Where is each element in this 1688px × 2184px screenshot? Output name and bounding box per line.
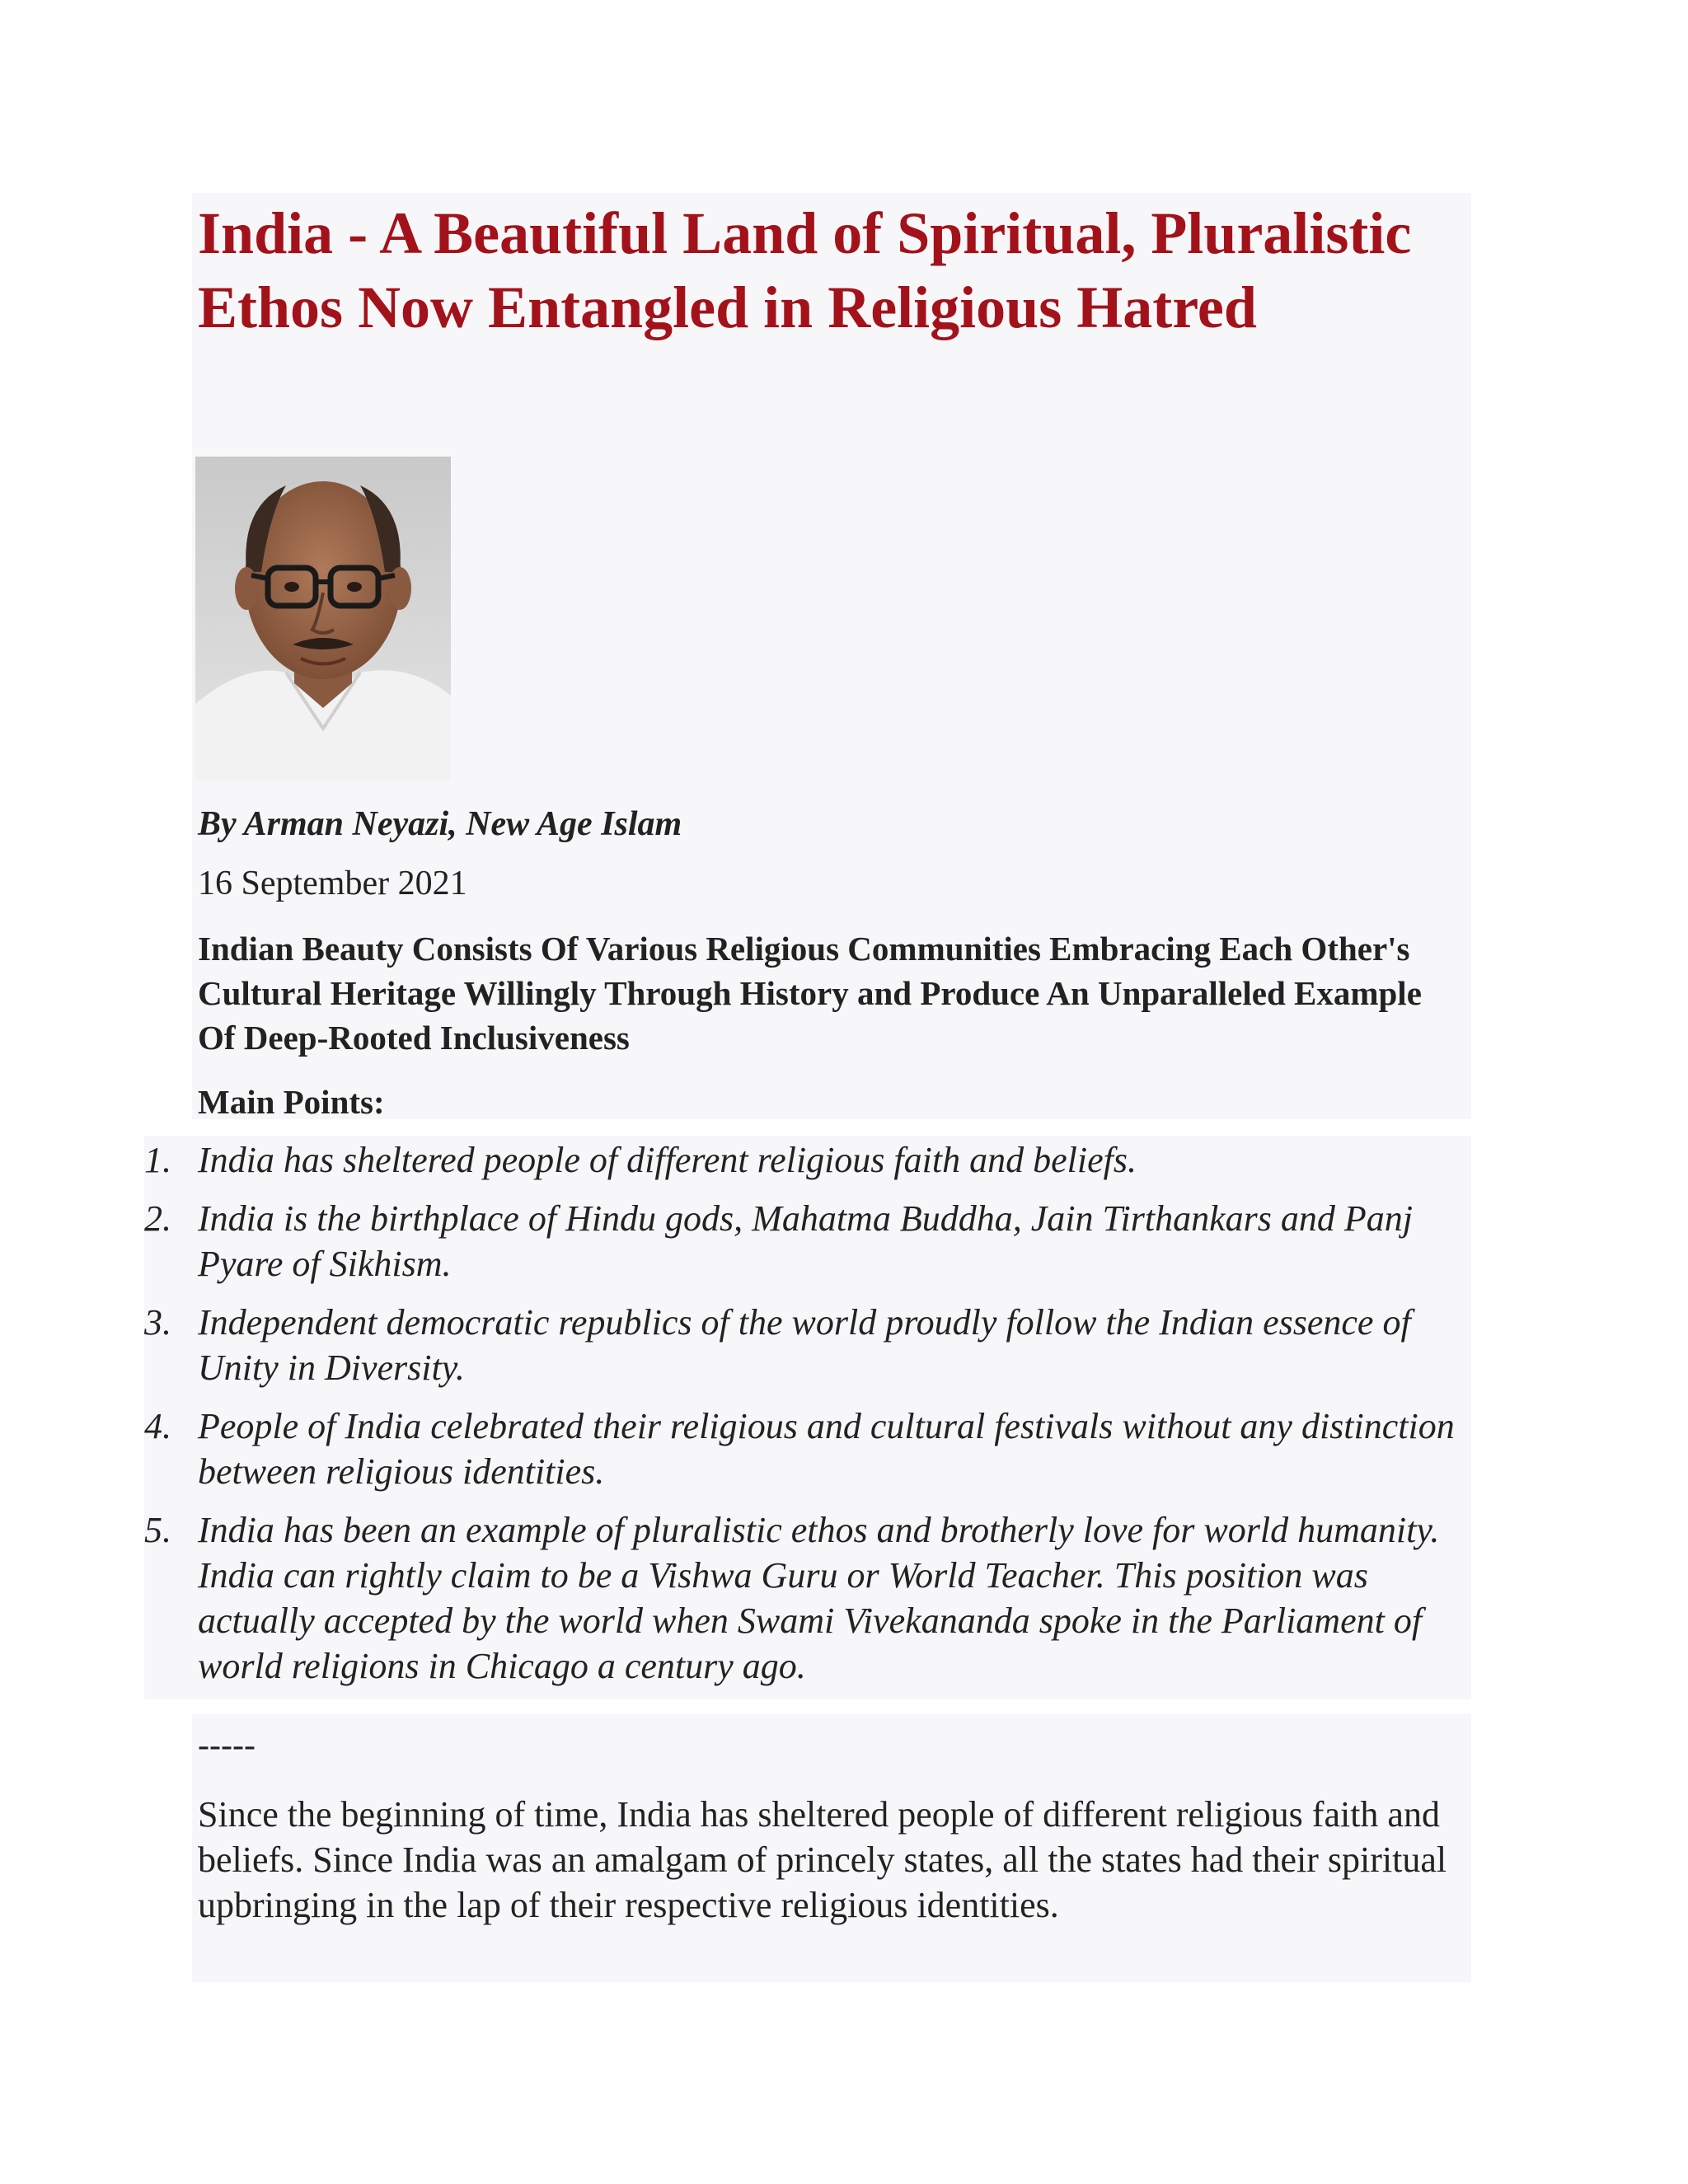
- main-point-text: India has sheltered people of different religious faith and beliefs.: [198, 1140, 1137, 1180]
- article-date: 16 September 2021: [198, 865, 467, 902]
- main-point-item: [144, 1404, 1471, 1494]
- main-point-text: Independent democratic republics of the world proudly follow the Indian essence of Unity in Diversity.: [198, 1302, 1411, 1388]
- article-byline: By Arman Neyazi, New Age Islam: [198, 805, 682, 843]
- main-point-number: 5.: [144, 1510, 171, 1550]
- author-photo: [195, 457, 451, 780]
- main-point-number: 1.: [144, 1140, 171, 1180]
- main-point-number: 4.: [144, 1406, 171, 1446]
- main-point-number: 3.: [144, 1302, 171, 1343]
- main-point-item: [144, 1137, 1471, 1183]
- article-title: India - A Beautiful Land of Spiritual, Pluralistic Ethos Now Entangled in Religious Hatred: [198, 200, 1412, 340]
- article-body-paragraph: Since the beginning of time, India has sheltered people of different religious faith and beliefs. Since India was an amalgam of princely states, all the states had their spiritual upbringing in the lap of their respective religious identities.: [198, 1794, 1447, 1925]
- main-points-heading: Main Points:: [198, 1083, 385, 1121]
- main-point-item: [144, 1300, 1471, 1390]
- main-point-text: India is the birthplace of Hindu gods, Mahatma Buddha, Jain Tirthankars and Panj Pyare of Sikhism.: [198, 1198, 1413, 1284]
- main-point-number: 2.: [144, 1198, 171, 1239]
- main-point-text: People of India celebrated their religious and cultural festivals without any distinction between religious identities.: [198, 1406, 1455, 1492]
- article-subtitle: Indian Beauty Consists Of Various Religious Communities Embracing Each Other's Cultural Heritage Willingly Through History and Produce An Unparalleled Example Of Deep-Rooted Inclusiveness: [198, 930, 1422, 1057]
- main-points-list: [144, 1137, 1471, 1702]
- main-point-item: [144, 1507, 1471, 1689]
- main-point-item: [144, 1196, 1471, 1286]
- main-point-text: India has been an example of pluralistic ethos and brotherly love for world humanity. India can rightly claim to be a Vishwa Guru or World Teacher. This position was actually accepted by the world when Swami Vivekananda spoke in the Parliament of world religions in Chicago a century ago.: [198, 1510, 1440, 1686]
- section-divider: -----: [198, 1727, 256, 1765]
